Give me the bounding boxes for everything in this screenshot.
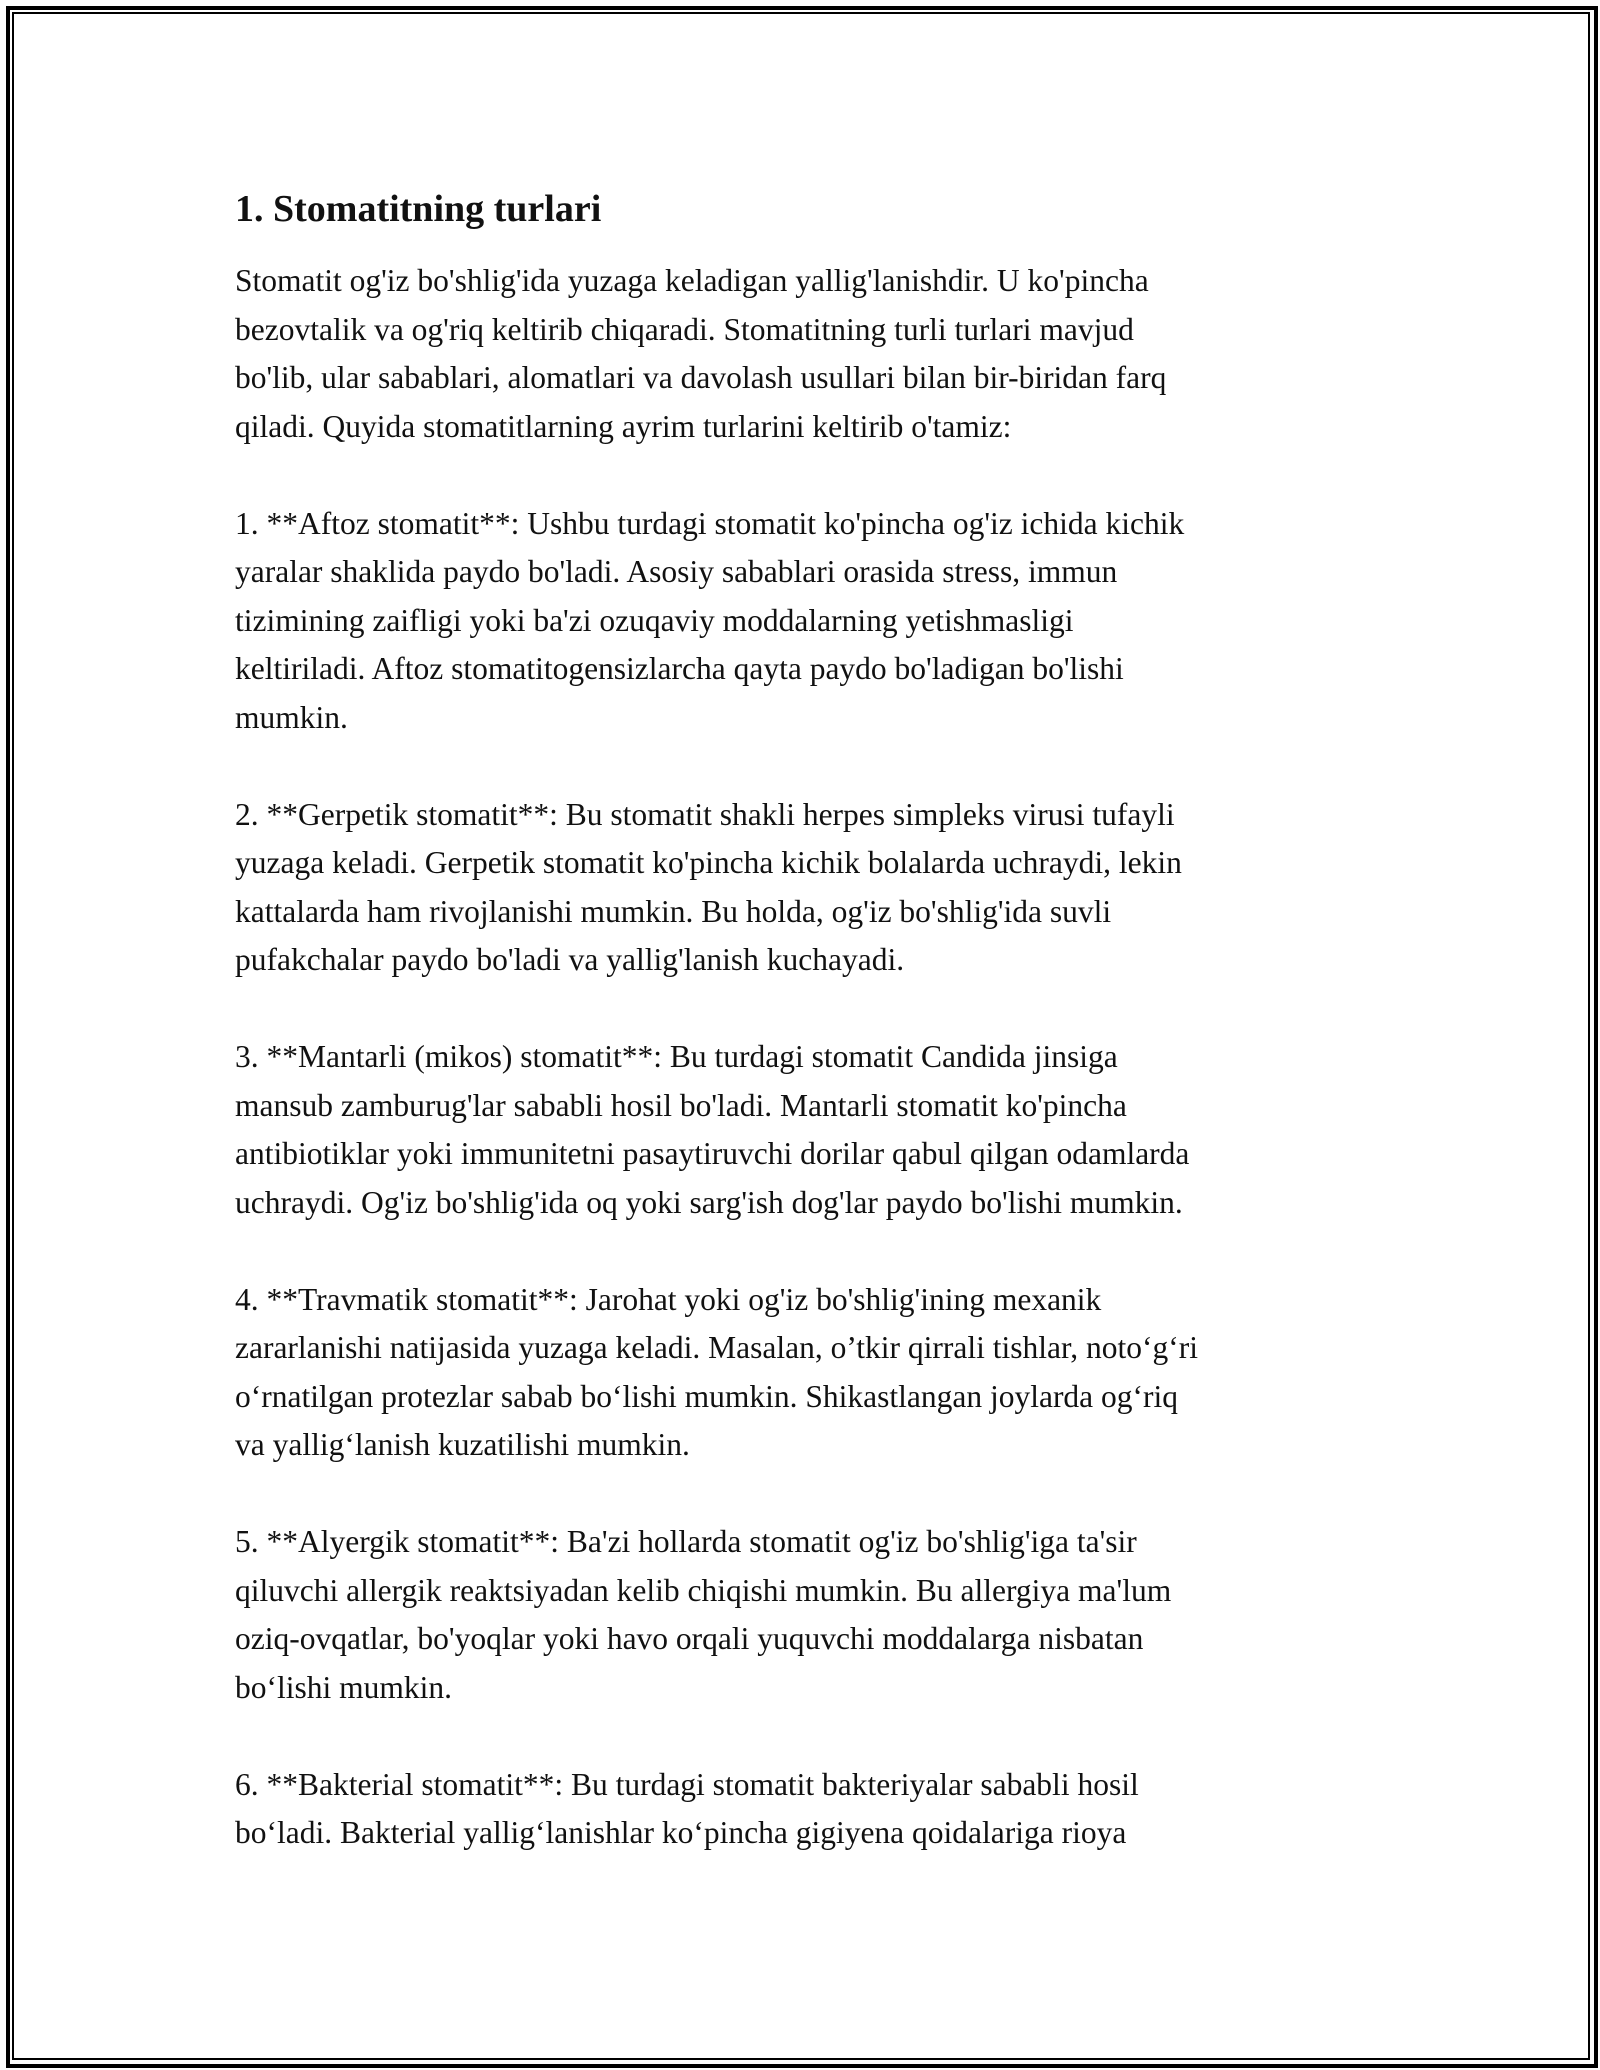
paragraph-alyergik-stomatit: 5. **Alyergik stomatit**: Ba'zi hollarda stomatit og'iz bo'shlig'iga ta'sir qiluvchi allergik reaktsiyadan kelib chiqishi mumkin. Bu allergiya ma'lum oziq-ovqatlar, bo'yoqlar yoki havo orqali yuquvchi moddalarga nisbatan bo‘lishi mumkin. [235,1524,1172,1705]
paragraph-mantarli-stomatit: 3. **Mantarli (mikos) stomatit**: Bu turdagi stomatit Candida jinsiga mansub zamburug'lar sababli hosil bo'ladi. Mantarli stomatit ko'pincha antibiotiklar yoki immunitetni pasaytiruvchi dorilar qabul qilgan odamlarda uchraydi. Og'iz bo'shlig'ida oq yoki sarg'ish dog'lar paydo bo'lishi mumkin. [235,1039,1190,1220]
paragraph-gerpetik-stomatit: 2. **Gerpetik stomatit**: Bu stomatit shakli herpes simpleks virusi tufayli yuzaga keladi. Gerpetik stomatit ko'pincha kichik bolalarda uchraydi, lekin kattalarda ham rivojlanishi mumkin. Bu holda, og'iz bo'shlig'ida suvli pufakchalar paydo bo'ladi va yallig'lanish kuchayadi. [235,796,1182,977]
intro-paragraph: Stomatit og'iz bo'shlig'ida yuzaga keladigan yallig'lanishdir. U ko'pincha bezovtalik va og'riq keltirib chiqaradi. Stomatitning turli turlari mavjud bo'lib, ular sabablari, alomatlari va davolash usullari bilan bir-biridan farq qiladi. Quyida stomatitlarning ayrim turlarini keltirib o'tamiz: [235,263,1167,444]
document-body [235,185,1385,1906]
paragraph-travmatik-stomatit: 4. **Travmatik stomatit**: Jarohat yoki og'iz bo'shlig'ining mexanik zararlanishi natijasida yuzaga keladi. Masalan, o’tkir qirrali tishlar, noto‘g‘ri o‘rnatilgan protezlar sabab bo‘lishi mumkin. Shikastlangan joylarda og‘riq va yallig‘lanish kuzatilishi mumkin. [235,1281,1198,1462]
section-heading: 1. Stomatitning turlari [235,188,602,230]
paragraph-aftoz-stomatit: 1. **Aftoz stomatit**: Ushbu turdagi stomatit ko'pincha og'iz ichida kichik yaralar shaklida paydo bo'ladi. Asosiy sabablari orasida stress, immun tizimining zaifligi yoki ba'zi ozuqaviy moddalarning yetishmasligi keltiriladi. Aftoz stomatitogensizlarcha qayta paydo bo'ladigan bo'lishi mumkin. [235,505,1185,735]
paragraph-bakterial-stomatit: 6. **Bakterial stomatit**: Bu turdagi stomatit bakteriyalar sababli hosil bo‘ladi. Bakterial yallig‘lanishlar ko‘pincha gigiyena qoidalariga rioya [235,1766,1139,1850]
